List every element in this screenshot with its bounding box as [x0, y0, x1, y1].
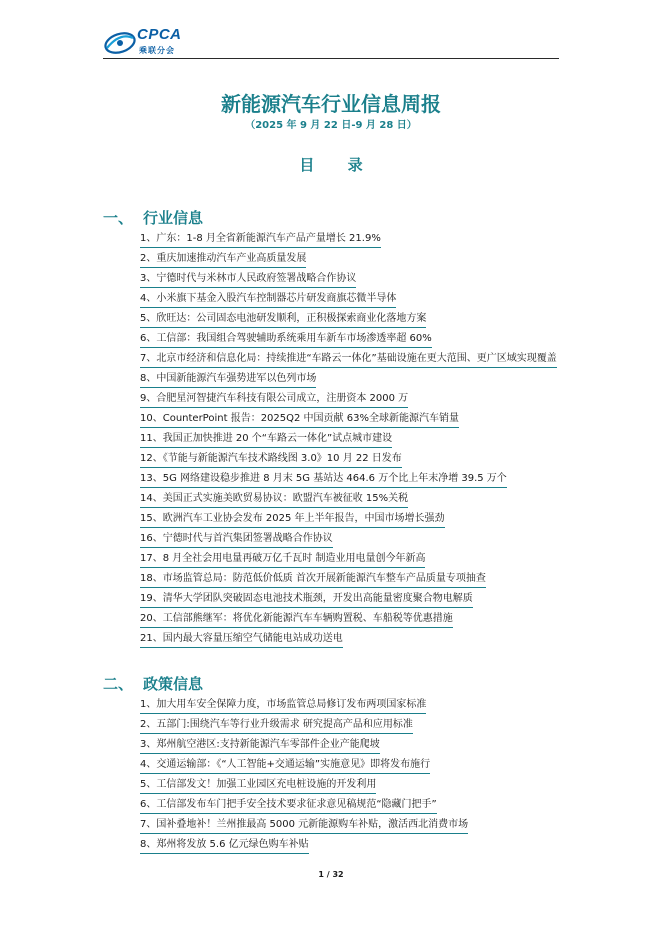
section-title: 政策信息 — [143, 675, 204, 693]
toc-link[interactable]: 19、清华大学团队突破固态电池技术瓶颈，开发出高能量密度聚合物电解质 — [140, 591, 473, 608]
toc-link[interactable]: 12、《节能与新能源汽车技术路线图 3.0》10 月 22 日发布 — [140, 451, 402, 468]
logo-text-en: CPCA — [137, 26, 182, 43]
toc-link[interactable]: 4、小米旗下基金入股汽车控制器芯片研发商旗芯微半导体 — [140, 291, 396, 308]
toc-list-policy — [140, 697, 570, 857]
section-number: 一、 — [103, 209, 134, 227]
toc-link[interactable]: 18、市场监管总局：防范低价低质 首次开展新能源汽车整车产品质量专项抽查 — [140, 571, 486, 588]
toc-link[interactable]: 13、5G 网络建设稳步推进 8 月末 5G 基站达 464.6 万个比上年末净增 39.5 万个 — [140, 471, 507, 488]
section-heading-policy — [103, 673, 203, 694]
toc-link[interactable]: 14、美国正式实施美欧贸易协议：欧盟汽车被征收 15%关税 — [140, 491, 408, 508]
toc-link[interactable]: 6、工信部：我国组合驾驶辅助系统乘用车新车市场渗透率超 60% — [140, 331, 432, 348]
toc-link[interactable]: 15、欧洲汽车工业协会发布 2025 年上半年报告，中国市场增长强劲 — [140, 511, 445, 528]
report-title: 新能源汽车行业信息周报 — [221, 92, 441, 116]
page-number: 1 / 32 — [318, 870, 344, 879]
section-number: 二、 — [103, 675, 134, 693]
toc-link[interactable]: 5、工信部发文！加强工业园区充电桩设施的开发利用 — [140, 777, 376, 794]
toc-link[interactable]: 3、郑州航空港区:支持新能源汽车零部件企业产能爬坡 — [140, 737, 380, 754]
toc-link[interactable]: 5、欣旺达：公司固态电池研发顺利，正积极探索商业化落地方案 — [140, 311, 426, 328]
toc-link[interactable]: 8、中国新能源汽车强势进军以色列市场 — [140, 371, 316, 388]
toc-link[interactable]: 16、宁德时代与首汽集团签署战略合作协议 — [140, 531, 333, 548]
logo-text-cn: 乘联分会 — [139, 46, 175, 55]
section-heading-industry — [103, 207, 203, 228]
cpca-emblem-icon — [103, 28, 137, 58]
toc-heading: 目 录 — [299, 156, 377, 174]
report-date-range: （2025 年 9 月 22 日-9 月 28 日） — [245, 120, 417, 131]
toc-link[interactable]: 10、CounterPoint 报告：2025Q2 中国贡献 63%全球新能源汽车销量 — [140, 411, 459, 428]
toc-link[interactable]: 9、合肥星河智捷汽车科技有限公司成立，注册资本 2000 万 — [140, 391, 408, 408]
toc-link[interactable]: 4、交通运输部：《“人工智能+交通运输”实施意见》即将发布施行 — [140, 757, 430, 774]
toc-link[interactable]: 2、五部门:围绕汽车等行业升级需求 研究提高产品和应用标准 — [140, 717, 413, 734]
toc-link[interactable]: 6、工信部发布车门把手安全技术要求征求意见稿规范“隐藏门把手” — [140, 797, 437, 814]
toc-link[interactable]: 7、国补叠地补！兰州推最高 5000 元新能源购车补贴，激活西北消费市场 — [140, 817, 468, 834]
section-title: 行业信息 — [143, 209, 204, 227]
toc-link[interactable]: 1、加大用车安全保障力度，市场监管总局修订发布两项国家标准 — [140, 697, 426, 714]
toc-list-industry — [140, 231, 570, 651]
toc-link[interactable]: 20、工信部熊继军：将优化新能源汽车车辆购置税、车船税等优惠措施 — [140, 611, 453, 628]
toc-link[interactable]: 2、重庆加速推动汽车产业高质量发展 — [140, 251, 306, 268]
toc-link[interactable]: 8、郑州将发放 5.6 亿元绿色购车补贴 — [140, 837, 309, 854]
toc-link[interactable]: 1、广东：1-8 月全省新能源汽车产品产量增长 21.9% — [140, 231, 381, 248]
toc-link[interactable]: 17、8 月全社会用电量再破万亿千瓦时 制造业用电量创今年新高 — [140, 551, 425, 568]
toc-link[interactable]: 21、国内最大容量压缩空气储能电站成功送电 — [140, 631, 343, 648]
header-divider — [103, 58, 559, 59]
toc-link[interactable]: 11、我国正加快推进 20 个“车路云一体化”试点城市建设 — [140, 431, 392, 448]
cpca-logo — [103, 24, 199, 62]
toc-link[interactable]: 7、北京市经济和信息化局：持续推进“车路云一体化”基础设施在更大范围、更广区域实现覆盖 — [140, 351, 557, 368]
toc-link[interactable]: 3、宁德时代与米林市人民政府签署战略合作协议 — [140, 271, 356, 288]
